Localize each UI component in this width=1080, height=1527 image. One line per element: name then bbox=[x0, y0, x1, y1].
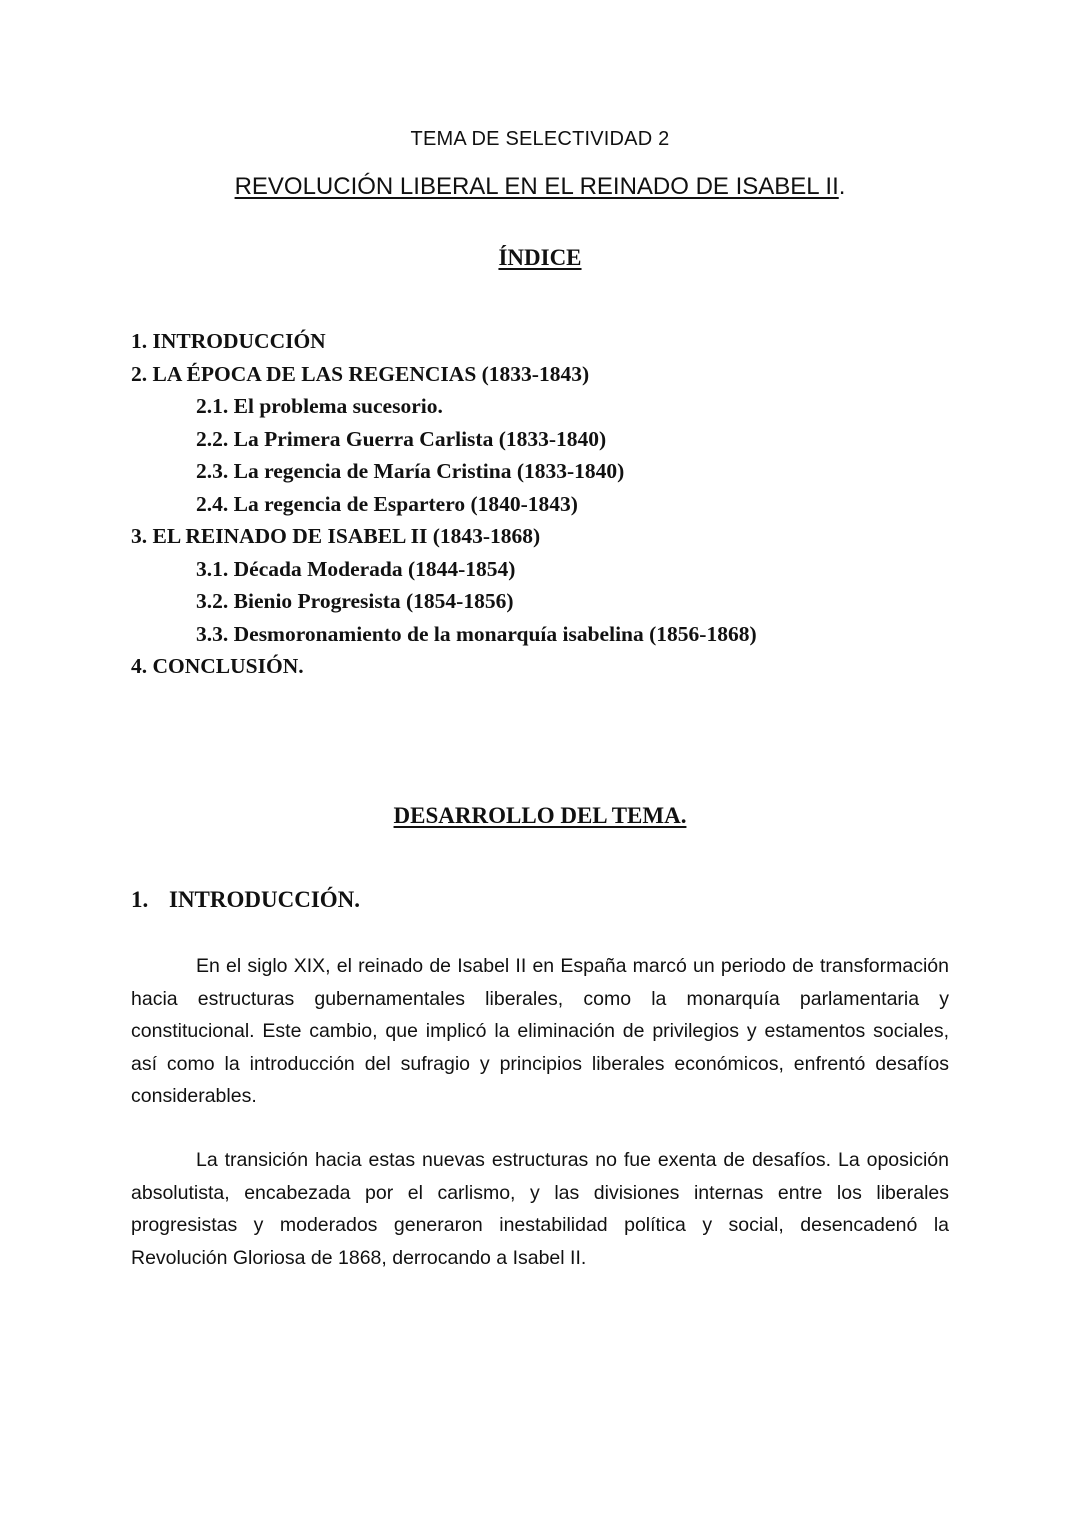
document-title bbox=[0, 173, 1080, 201]
toc-subitem: 3.2. Bienio Progresista (1854-1856) bbox=[196, 589, 514, 613]
toc-item: 3. EL REINADO DE ISABEL II (1843-1868) bbox=[131, 524, 541, 548]
section-number: 1. bbox=[131, 887, 149, 912]
toc-item: 2. LA ÉPOCA DE LAS REGENCIAS (1833-1843) bbox=[131, 361, 590, 386]
document-title-suffix: . bbox=[838, 173, 846, 200]
toc-subitem: 3.3. Desmoronamiento de la monarquía isabelina (1856-1868) bbox=[196, 621, 757, 646]
toc-subitem: 2.1. El problema sucesorio. bbox=[196, 394, 443, 418]
toc-subitem: 2.2. La Primera Guerra Carlista (1833-1840) bbox=[196, 426, 607, 451]
document-subject: TEMA DE SELECTIVIDAD 2 bbox=[410, 128, 670, 150]
toc-subitem: 3.1. Década Moderada (1844-1854) bbox=[196, 556, 516, 581]
toc-item: 1. INTRODUCCIÓN bbox=[131, 329, 326, 353]
toc-subitem: 2.3. La regencia de María Cristina (1833-1840) bbox=[196, 459, 625, 483]
intro-paragraph-1: En el siglo XIX, el reinado de Isabel II en España marcó un periodo de transformación hacia estructuras gubernamentales liberales, como la monarquía parlamentaria y constitucional. Este cambio, que implicó la eliminación de privilegios y estamentos sociales, así como la introducción del sufragio y principios liberales económicos, enfrentó desafíos considerables. bbox=[131, 955, 949, 1107]
intro-paragraph-2: La transición hacia estas nuevas estructuras no fue exenta de desafíos. La oposición absolutista, encabezada por el carlismo, y las divisiones internas entre los liberales progresistas y moderados generaron inestabilidad política y social, desencadenó la Revolución Gloriosa de 1868, derrocando a Isabel II. bbox=[131, 1149, 949, 1269]
index-heading: ÍNDICE bbox=[498, 245, 582, 270]
document-title-text: REVOLUCIÓN LIBERAL EN EL REINADO DE ISABEL II bbox=[234, 173, 839, 200]
toc-subitem: 2.4. La regencia de Espartero (1840-1843) bbox=[196, 491, 578, 516]
toc-item: 4. CONCLUSIÓN. bbox=[131, 654, 304, 678]
table-of-contents bbox=[131, 326, 757, 684]
section-title: INTRODUCCIÓN. bbox=[169, 887, 361, 912]
development-heading: DESARROLLO DEL TEMA. bbox=[393, 803, 687, 828]
section-heading bbox=[131, 887, 360, 913]
